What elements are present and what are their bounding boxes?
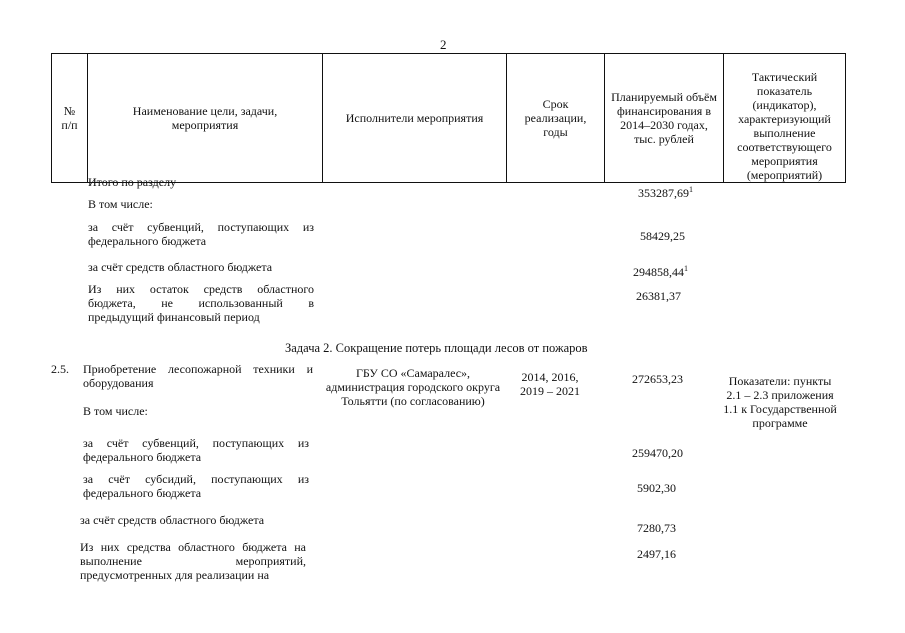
section-row-value: 294858,44$^1$ <box>633 264 688 279</box>
section-total-label: Итого по разделу <box>88 175 177 189</box>
header-indicator: Тактический показатель (индикатор), характеризующий выполнение соответствующего мероприятия (мероприятий) <box>724 54 846 183</box>
header-num: № п/п <box>52 54 88 183</box>
item-row-value: 7280,73 <box>637 521 676 535</box>
item-row-label: за счёт субсидий, поступающих из федерального бюджета <box>83 472 309 500</box>
item-number: 2.5. <box>51 362 69 376</box>
task-title: Задача 2. Сокращение потерь площади лесов от пожаров <box>285 341 588 355</box>
item-name: Приобретение лесопожарной техники и оборудования <box>83 362 313 390</box>
header-name: Наименование цели, задачи, мероприятия <box>88 54 323 183</box>
header-term: Срок реализации, годы <box>507 54 605 183</box>
item-row-value: 5902,30 <box>637 481 676 495</box>
item-row-label: Из них средства областного бюджета на выполнение мероприятий, предусмотренных для реализации на <box>80 540 306 582</box>
item-term: 2014, 2016, 2019 – 2021 <box>520 370 580 398</box>
section-row-label: Из них остаток средств областного бюджета, не использованный в предыдущий финансовый период <box>88 282 314 324</box>
item-executors: ГБУ СО «Самаралес», администрация городского округа Тольятти (по согласованию) <box>325 366 501 408</box>
item-including: В том числе: <box>83 404 148 418</box>
section-total-value: 353287,69$^1$ <box>638 185 693 200</box>
item-row-label: за счёт субвенций, поступающих из федерального бюджета <box>83 436 309 464</box>
item-row-label: за счёт средств областного бюджета <box>80 513 265 527</box>
item-row-value: 259470,20 <box>632 446 683 460</box>
header-financing: Планируемый объём финансирования в 2014–2030 годах, тыс. рублей <box>605 54 724 183</box>
section-total-including: В том числе: <box>88 197 153 211</box>
section-row-value: 26381,37 <box>636 289 681 303</box>
table-header <box>51 53 846 183</box>
section-row-label: за счёт средств областного бюджета <box>88 260 273 274</box>
section-row-label: за счёт субвенций, поступающих из федерального бюджета <box>88 220 314 248</box>
section-row-value: 58429,25 <box>640 229 685 243</box>
header-executors: Исполнители мероприятия <box>323 54 507 183</box>
page-number: 2 <box>440 37 447 52</box>
item-indicator: Показатели: пункты 2.1 – 2.3 приложения 1.1 к Государственной программе <box>723 374 837 430</box>
item-row-value: 2497,16 <box>637 547 676 561</box>
item-value: 272653,23 <box>632 372 683 386</box>
